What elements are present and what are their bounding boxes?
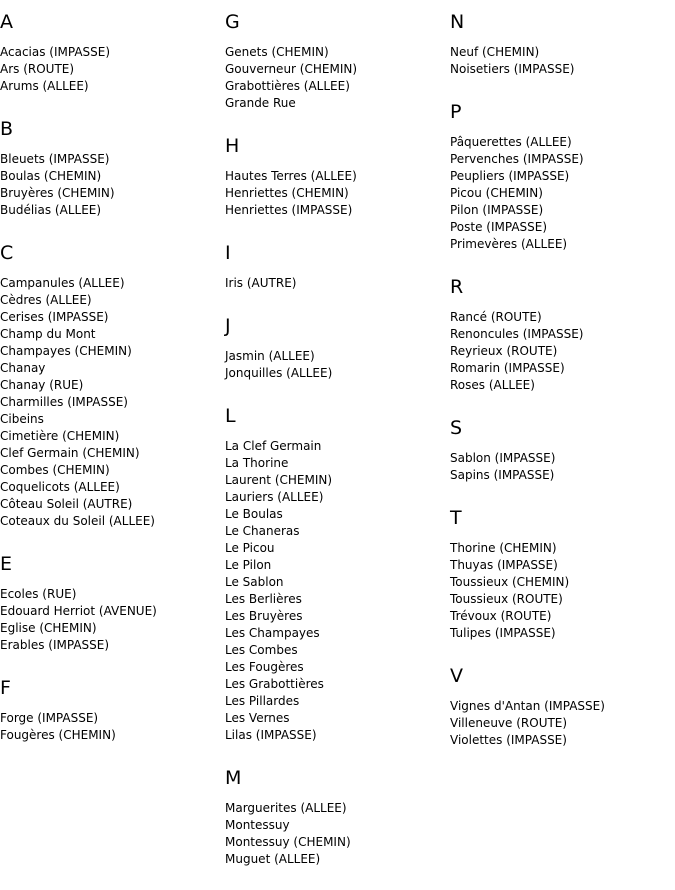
letter-section [450, 275, 670, 394]
street-entry: Eglise (CHEMIN) [0, 621, 97, 635]
street-entry: Grande Rue [225, 96, 296, 110]
street-entry: Champ du Mont [0, 327, 96, 341]
street-entry: Erables (IMPASSE) [0, 638, 110, 652]
letter-heading: A [0, 11, 13, 33]
street-entry: Le Boulas [225, 507, 283, 521]
street-list [450, 540, 670, 642]
street-entry: Forge (IMPASSE) [0, 711, 99, 725]
letter-heading: R [450, 276, 464, 298]
street-entry: Lilas (IMPASSE) [225, 728, 317, 742]
street-list [225, 275, 445, 292]
letter-section [0, 241, 220, 530]
street-entry: Ecoles (RUE) [0, 587, 77, 601]
street-entry: Cimetière (CHEMIN) [0, 429, 120, 443]
letter-heading: B [0, 118, 14, 140]
street-entry: Lauriers (ALLEE) [225, 490, 324, 504]
street-entry: Romarin (IMPASSE) [450, 361, 565, 375]
letter-section [225, 10, 445, 112]
letter-section [450, 416, 670, 484]
street-entry: Fougères (CHEMIN) [0, 728, 116, 742]
street-entry: Clef Germain (CHEMIN) [0, 446, 140, 460]
letter-heading: C [0, 242, 14, 264]
letter-heading: L [225, 405, 236, 427]
street-entry: Chanay [0, 361, 46, 375]
index-column-1 [0, 10, 220, 766]
letter-heading: N [450, 11, 465, 33]
street-entry: Reyrieux (ROUTE) [450, 344, 558, 358]
street-entry: La Clef Germain [225, 439, 322, 453]
street-entry: Henriettes (IMPASSE) [225, 203, 353, 217]
street-entry: Sablon (IMPASSE) [450, 451, 556, 465]
street-entry: Les Bruyères [225, 609, 303, 623]
street-entry: Les Champayes [225, 626, 320, 640]
street-entry: Primevères (ALLEE) [450, 237, 568, 251]
letter-section [450, 664, 670, 749]
street-entry: Jasmin (ALLEE) [225, 349, 315, 363]
letter-section [225, 134, 445, 219]
letter-heading: V [450, 665, 463, 687]
street-entry: Neuf (CHEMIN) [450, 45, 540, 59]
street-entry: Edouard Herriot (AVENUE) [0, 604, 157, 618]
street-entry: Coquelicots (ALLEE) [0, 480, 120, 494]
letter-heading: M [225, 767, 242, 789]
letter-section [225, 241, 445, 292]
street-entry: Montessuy (CHEMIN) [225, 835, 351, 849]
street-list [450, 134, 670, 253]
street-list [0, 710, 220, 744]
street-entry: La Thorine [225, 456, 289, 470]
letter-section [225, 404, 445, 744]
street-list [0, 275, 220, 530]
street-entry: Poste (IMPASSE) [450, 220, 548, 234]
street-entry: Cibeins [0, 412, 44, 426]
street-list [225, 438, 445, 744]
street-entry: Charmilles (IMPASSE) [0, 395, 128, 409]
letter-section [0, 10, 220, 95]
letter-heading: H [225, 135, 240, 157]
letter-section [450, 100, 670, 253]
street-entry: Villeneuve (ROUTE) [450, 716, 568, 730]
street-entry: Gouverneur (CHEMIN) [225, 62, 358, 76]
letter-section [225, 314, 445, 382]
letter-section [0, 117, 220, 219]
letter-section [225, 766, 445, 868]
street-entry: Trévoux (ROUTE) [450, 609, 552, 623]
street-entry: Le Picou [225, 541, 275, 555]
street-entry: Côteau Soleil (AUTRE) [0, 497, 133, 511]
letter-heading: G [225, 11, 240, 33]
street-entry: Pilon (IMPASSE) [450, 203, 544, 217]
street-entry: Peupliers (IMPASSE) [450, 169, 570, 183]
street-list [0, 586, 220, 654]
street-entry: Sapins (IMPASSE) [450, 468, 555, 482]
street-list [450, 309, 670, 394]
street-list [225, 168, 445, 219]
street-entry: Champayes (CHEMIN) [0, 344, 132, 358]
street-entry: Toussieux (ROUTE) [450, 592, 563, 606]
street-entry: Noisetiers (IMPASSE) [450, 62, 575, 76]
letter-section [0, 552, 220, 654]
letter-heading: T [450, 507, 462, 529]
street-entry: Ars (ROUTE) [0, 62, 75, 76]
street-entry: Les Fougères [225, 660, 304, 674]
street-list [0, 151, 220, 219]
street-entry: Bleuets (IMPASSE) [0, 152, 110, 166]
street-entry: Laurent (CHEMIN) [225, 473, 333, 487]
street-entry: Les Vernes [225, 711, 290, 725]
letter-section [0, 676, 220, 744]
street-entry: Les Pillardes [225, 694, 300, 708]
street-entry: Le Sablon [225, 575, 284, 589]
index-column-2 [225, 10, 445, 890]
street-list [450, 698, 670, 749]
street-entry: Le Chaneras [225, 524, 300, 538]
street-entry: Thuyas (IMPASSE) [450, 558, 558, 572]
street-entry: Budélias (ALLEE) [0, 203, 102, 217]
street-entry: Les Berlières [225, 592, 302, 606]
letter-section [450, 506, 670, 642]
street-list [225, 800, 445, 868]
street-entry: Chanay (RUE) [0, 378, 84, 392]
street-entry: Thorine (CHEMIN) [450, 541, 557, 555]
street-entry: Boulas (CHEMIN) [0, 169, 102, 183]
street-entry: Roses (ALLEE) [450, 378, 535, 392]
letter-section [450, 10, 670, 78]
street-entry: Pâquerettes (ALLEE) [450, 135, 572, 149]
street-entry: Montessuy [225, 818, 290, 832]
letter-heading: I [225, 242, 231, 264]
street-entry: Les Grabottières [225, 677, 324, 691]
street-entry: Acacias (IMPASSE) [0, 45, 111, 59]
letter-heading: J [225, 315, 231, 337]
street-entry: Hautes Terres (ALLEE) [225, 169, 357, 183]
street-list [0, 44, 220, 95]
street-entry: Pervenches (IMPASSE) [450, 152, 584, 166]
street-list [225, 348, 445, 382]
street-list [450, 44, 670, 78]
street-entry: Jonquilles (ALLEE) [225, 366, 333, 380]
street-entry: Le Pilon [225, 558, 272, 572]
index-column-3 [450, 10, 670, 771]
street-entry: Violettes (IMPASSE) [450, 733, 567, 747]
street-entry: Arums (ALLEE) [0, 79, 89, 93]
street-list [450, 450, 670, 484]
street-entry: Muguet (ALLEE) [225, 852, 321, 866]
letter-heading: F [0, 677, 11, 699]
street-entry: Vignes d'Antan (IMPASSE) [450, 699, 605, 713]
street-entry: Combes (CHEMIN) [0, 463, 110, 477]
letter-heading: E [0, 553, 13, 575]
letter-heading: P [450, 101, 462, 123]
street-entry: Grabottières (ALLEE) [225, 79, 350, 93]
street-entry: Picou (CHEMIN) [450, 186, 543, 200]
street-entry: Tulipes (IMPASSE) [450, 626, 556, 640]
street-entry: Campanules (ALLEE) [0, 276, 125, 290]
street-entry: Cerises (IMPASSE) [0, 310, 109, 324]
street-list [225, 44, 445, 112]
street-entry: Renoncules (IMPASSE) [450, 327, 584, 341]
street-entry: Iris (AUTRE) [225, 276, 297, 290]
street-entry: Marguerites (ALLEE) [225, 801, 347, 815]
street-entry: Bruyères (CHEMIN) [0, 186, 115, 200]
letter-heading: S [450, 417, 463, 439]
street-entry: Coteaux du Soleil (ALLEE) [0, 514, 155, 528]
street-entry: Rancé (ROUTE) [450, 310, 542, 324]
street-entry: Genets (CHEMIN) [225, 45, 329, 59]
street-entry: Les Combes [225, 643, 298, 657]
street-entry: Cèdres (ALLEE) [0, 293, 92, 307]
street-entry: Toussieux (CHEMIN) [450, 575, 570, 589]
street-entry: Henriettes (CHEMIN) [225, 186, 349, 200]
